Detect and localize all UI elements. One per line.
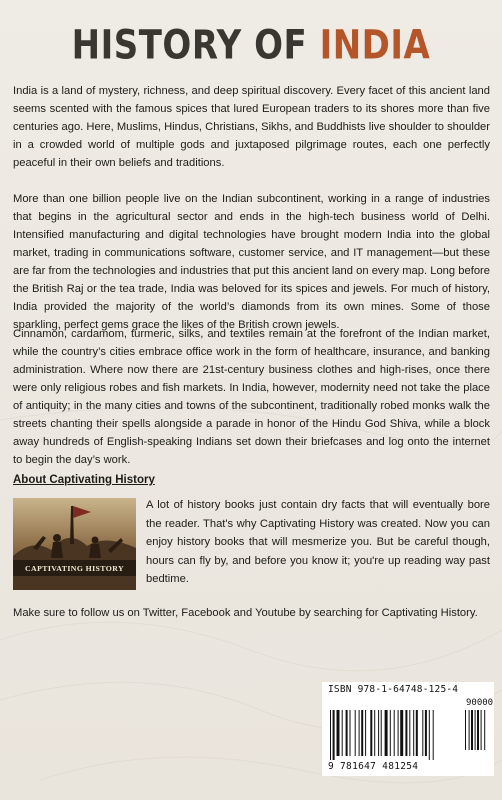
follow-text: Make sure to follow us on Twitter, Facebook and Youtube by searching for Captivating History. — [13, 607, 478, 619]
title-text: HISTORY OF — [71, 22, 320, 70]
price-code: 90000 — [466, 698, 494, 708]
about-heading: About Captivating History — [13, 474, 155, 486]
page-title — [0, 22, 502, 69]
paragraph-2: More than one billion people live on the Indian subcontinent, working in a range of industries that begins in the agricultural sector and ends in the high-tech business world of Delhi. Intensified manufacturing and digital technologies have brought modern India into the global market, trading in communications software, customer service, and IT management—but these are far from the technologies and industries that put this ancient land on every map. Long before the British Raj or the tea trade, India was beloved for its spices and jewels. For much of history, India provided the majority of the world’s diamonds from its own mines. Some of those sparkling, perfect gems grace the likes of the British crown jewels. — [13, 193, 490, 331]
title-accent: INDIA — [319, 22, 431, 70]
paragraph-3: Cinnamon, cardamom, turmeric, silks, and textiles remain at the forefront of the Indian market, while the country’s cities embrace office work in the form of healthcare, insurance, and banking administration. Where now there are 21st-century business clothes and high-rises, once there were only religious robes and fish markets. In India, however, modernity need not take the place of antiquity; in the many cities and towns of the subcontinent, traditionally robed monks walk the streets chanting their spells alongside a parade in honor of the Hindu God Shiva, while a block away hundreds of English-speaking Indians set down their briefcases and log onto the internet to begin the day’s work. — [13, 328, 490, 466]
paragraph-1: India is a land of mystery, richness, and deep spiritual discovery. Every facet of this ancient land seems scented with the famous spices that lured European traders to its shores more than five centuries ago. Here, Muslims, Hindus, Christians, Sikhs, and Buddhists live shoulder to shoulder in a crowded world of multiple gods and juxtaposed pilgrimage routes, each one perfectly peaceful in their own beliefs and traditions. — [13, 85, 490, 169]
barcode-digits: 9 781647 481254 — [328, 761, 419, 772]
captivating-history-image — [13, 498, 136, 590]
image-caption: CAPTIVATING HISTORY — [25, 564, 124, 573]
isbn-label: ISBN 978-1-64748-125-4 — [328, 684, 459, 695]
isbn-barcode — [322, 682, 494, 776]
about-text: A lot of history books just contain dry facts that will eventually bore the reader. That's why Captivating History was created. Now you can enjoy history books that will mesmerize you. But be careful though, hours can fly by, and before you know it; you're up reading way past bedtime. — [146, 499, 490, 585]
battle-scene-illustration — [13, 498, 136, 590]
